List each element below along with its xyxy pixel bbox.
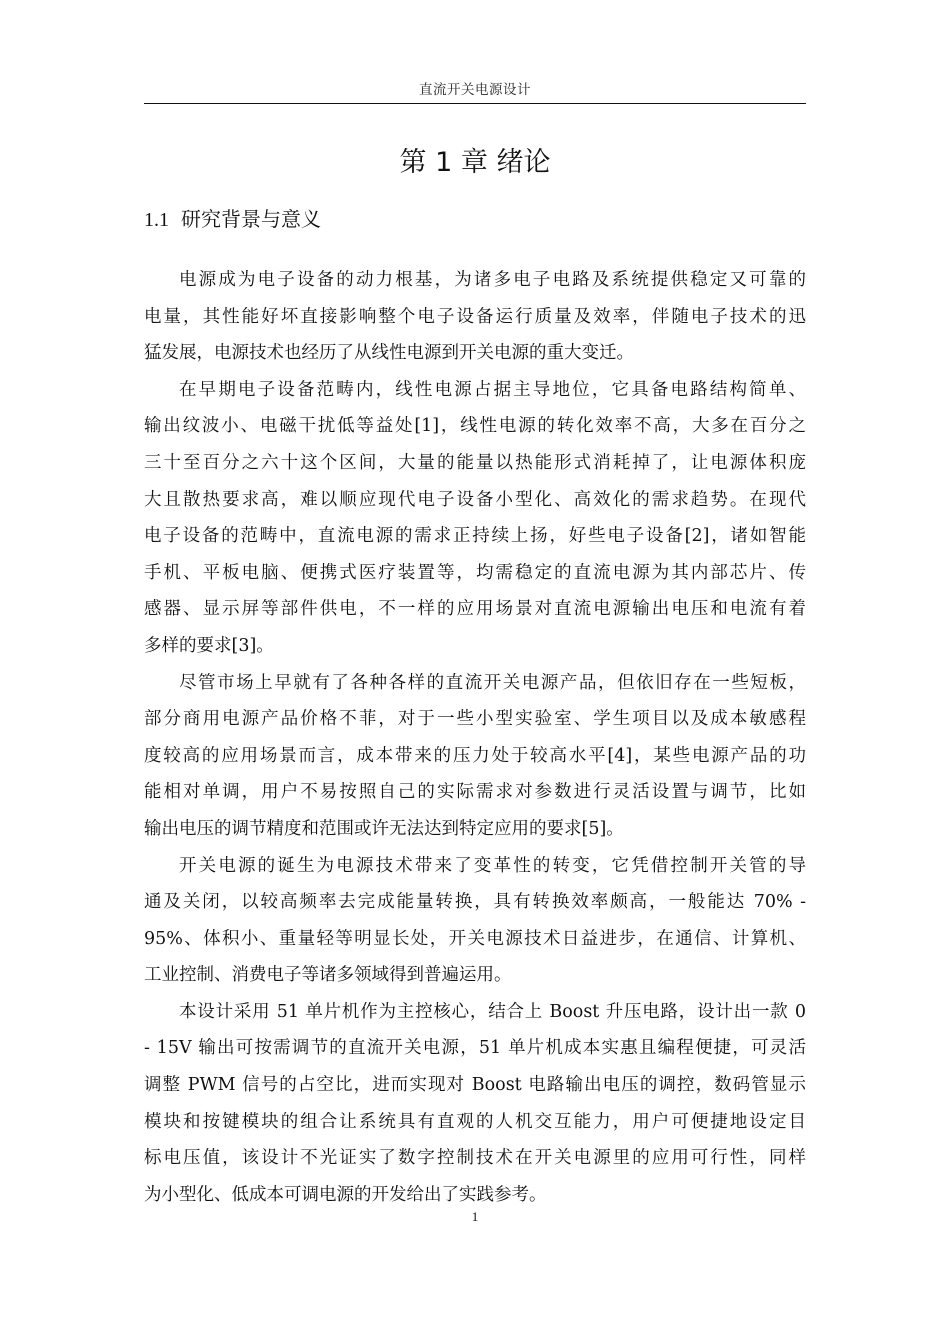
paragraph-line: 为小型化、低成本可调电源的开发给出了实践参考。 bbox=[144, 1184, 547, 1205]
running-header: 直流开关电源设计 bbox=[419, 82, 531, 98]
paragraph-line: 在早期电子设备范畴内，线性电源占据主导地位，它具备电路结构简单、 bbox=[179, 379, 806, 400]
paragraph-line: 猛发展，电源技术也经历了从线性电源到开关电源的重大变迁。 bbox=[144, 343, 634, 364]
paragraph-line: 三十至百分之六十这个区间，大量的能量以热能形式消耗掉了，让电源体积庞 bbox=[144, 452, 806, 473]
paragraph-line: 手机、平板电脑、便携式医疗装置等，均需稳定的直流电源为其内部芯片、传 bbox=[144, 562, 806, 583]
paragraph-line: 模块和按键模块的组合让系统具有直观的人机交互能力，用户可便捷地设定目 bbox=[144, 1111, 806, 1132]
section-title: 研究背景与意义 bbox=[181, 207, 321, 231]
paragraph-line: 输出纹波小、电磁干扰低等益处[1]，线性电源的转化效率不高，大多在百分之 bbox=[144, 416, 806, 437]
paragraph-line: 开关电源的诞生为电源技术带来了变革性的转变，它凭借控制开关管的导 bbox=[179, 855, 806, 876]
paragraph-line: 95%、体积小、重量轻等明显长处，开关电源技术日益进步，在通信、计算机、 bbox=[144, 928, 806, 949]
page-number: 1 bbox=[471, 1209, 479, 1224]
paragraph-line: 尽管市场上早就有了各种各样的直流开关电源产品，但依旧存在一些短板， bbox=[179, 672, 806, 693]
paragraph-line: 电量，其性能好坏直接影响整个电子设备运行质量及效率，伴随电子技术的迅 bbox=[144, 306, 806, 327]
paragraph-line: 调整 PWM 信号的占空比，进而实现对 Boost 电路输出电压的调控，数码管显示 bbox=[144, 1075, 806, 1096]
paragraph-line: 通及关闭，以较高频率去完成能量转换，具有转换效率颇高，一般能达 70% - bbox=[144, 892, 806, 913]
section-number: 1.1 bbox=[144, 209, 169, 231]
paragraph-line: 电源成为电子设备的动力根基，为诸多电子电路及系统提供稳定又可靠的 bbox=[179, 270, 806, 290]
paragraph-line: 感器、显示屏等部件供电，不一样的应用场景对直流电源输出电压和电流有着 bbox=[144, 599, 806, 620]
paragraph-line: 多样的要求[3]。 bbox=[144, 635, 274, 656]
paragraph-line: 电子设备的范畴中，直流电源的需求正持续上扬，好些电子设备[2]，诸如智能 bbox=[144, 526, 806, 547]
paragraph-line: 标电压值，该设计不光证实了数字控制技术在开关电源里的应用可行性，同样 bbox=[144, 1148, 806, 1169]
paragraph-line: 输出电压的调节精度和范围或许无法达到特定应用的要求[5]。 bbox=[144, 818, 624, 839]
paragraph-line: 本设计采用 51 单片机作为主控核心，结合上 Boost 升压电路，设计出一款 0 bbox=[179, 1001, 806, 1022]
paragraph-line: 大且散热要求高，难以顺应现代电子设备小型化、高效化的需求趋势。在现代 bbox=[144, 489, 806, 510]
chapter-title: 第 1 章 绪论 bbox=[399, 147, 551, 178]
body-text bbox=[144, 262, 806, 1213]
paragraph-line: 能相对单调，用户不易按照自己的实际需求对参数进行灵活设置与调节，比如 bbox=[144, 782, 806, 803]
header-rule bbox=[144, 103, 806, 104]
section-heading bbox=[144, 203, 321, 232]
paragraph-line: 度较高的应用场景而言，成本带来的压力处于较高水平[4]，某些电源产品的功 bbox=[144, 745, 806, 766]
paragraph-line: 工业控制、消费电子等诸多领域得到普遍运用。 bbox=[144, 965, 512, 986]
paragraph-line: 部分商用电源产品价格不菲，对于一些小型实验室、学生项目以及成本敏感程 bbox=[144, 709, 806, 730]
paragraph-line: - 15V 输出可按需调节的直流开关电源，51 单片机成本实惠且编程便捷，可灵活 bbox=[144, 1038, 806, 1059]
